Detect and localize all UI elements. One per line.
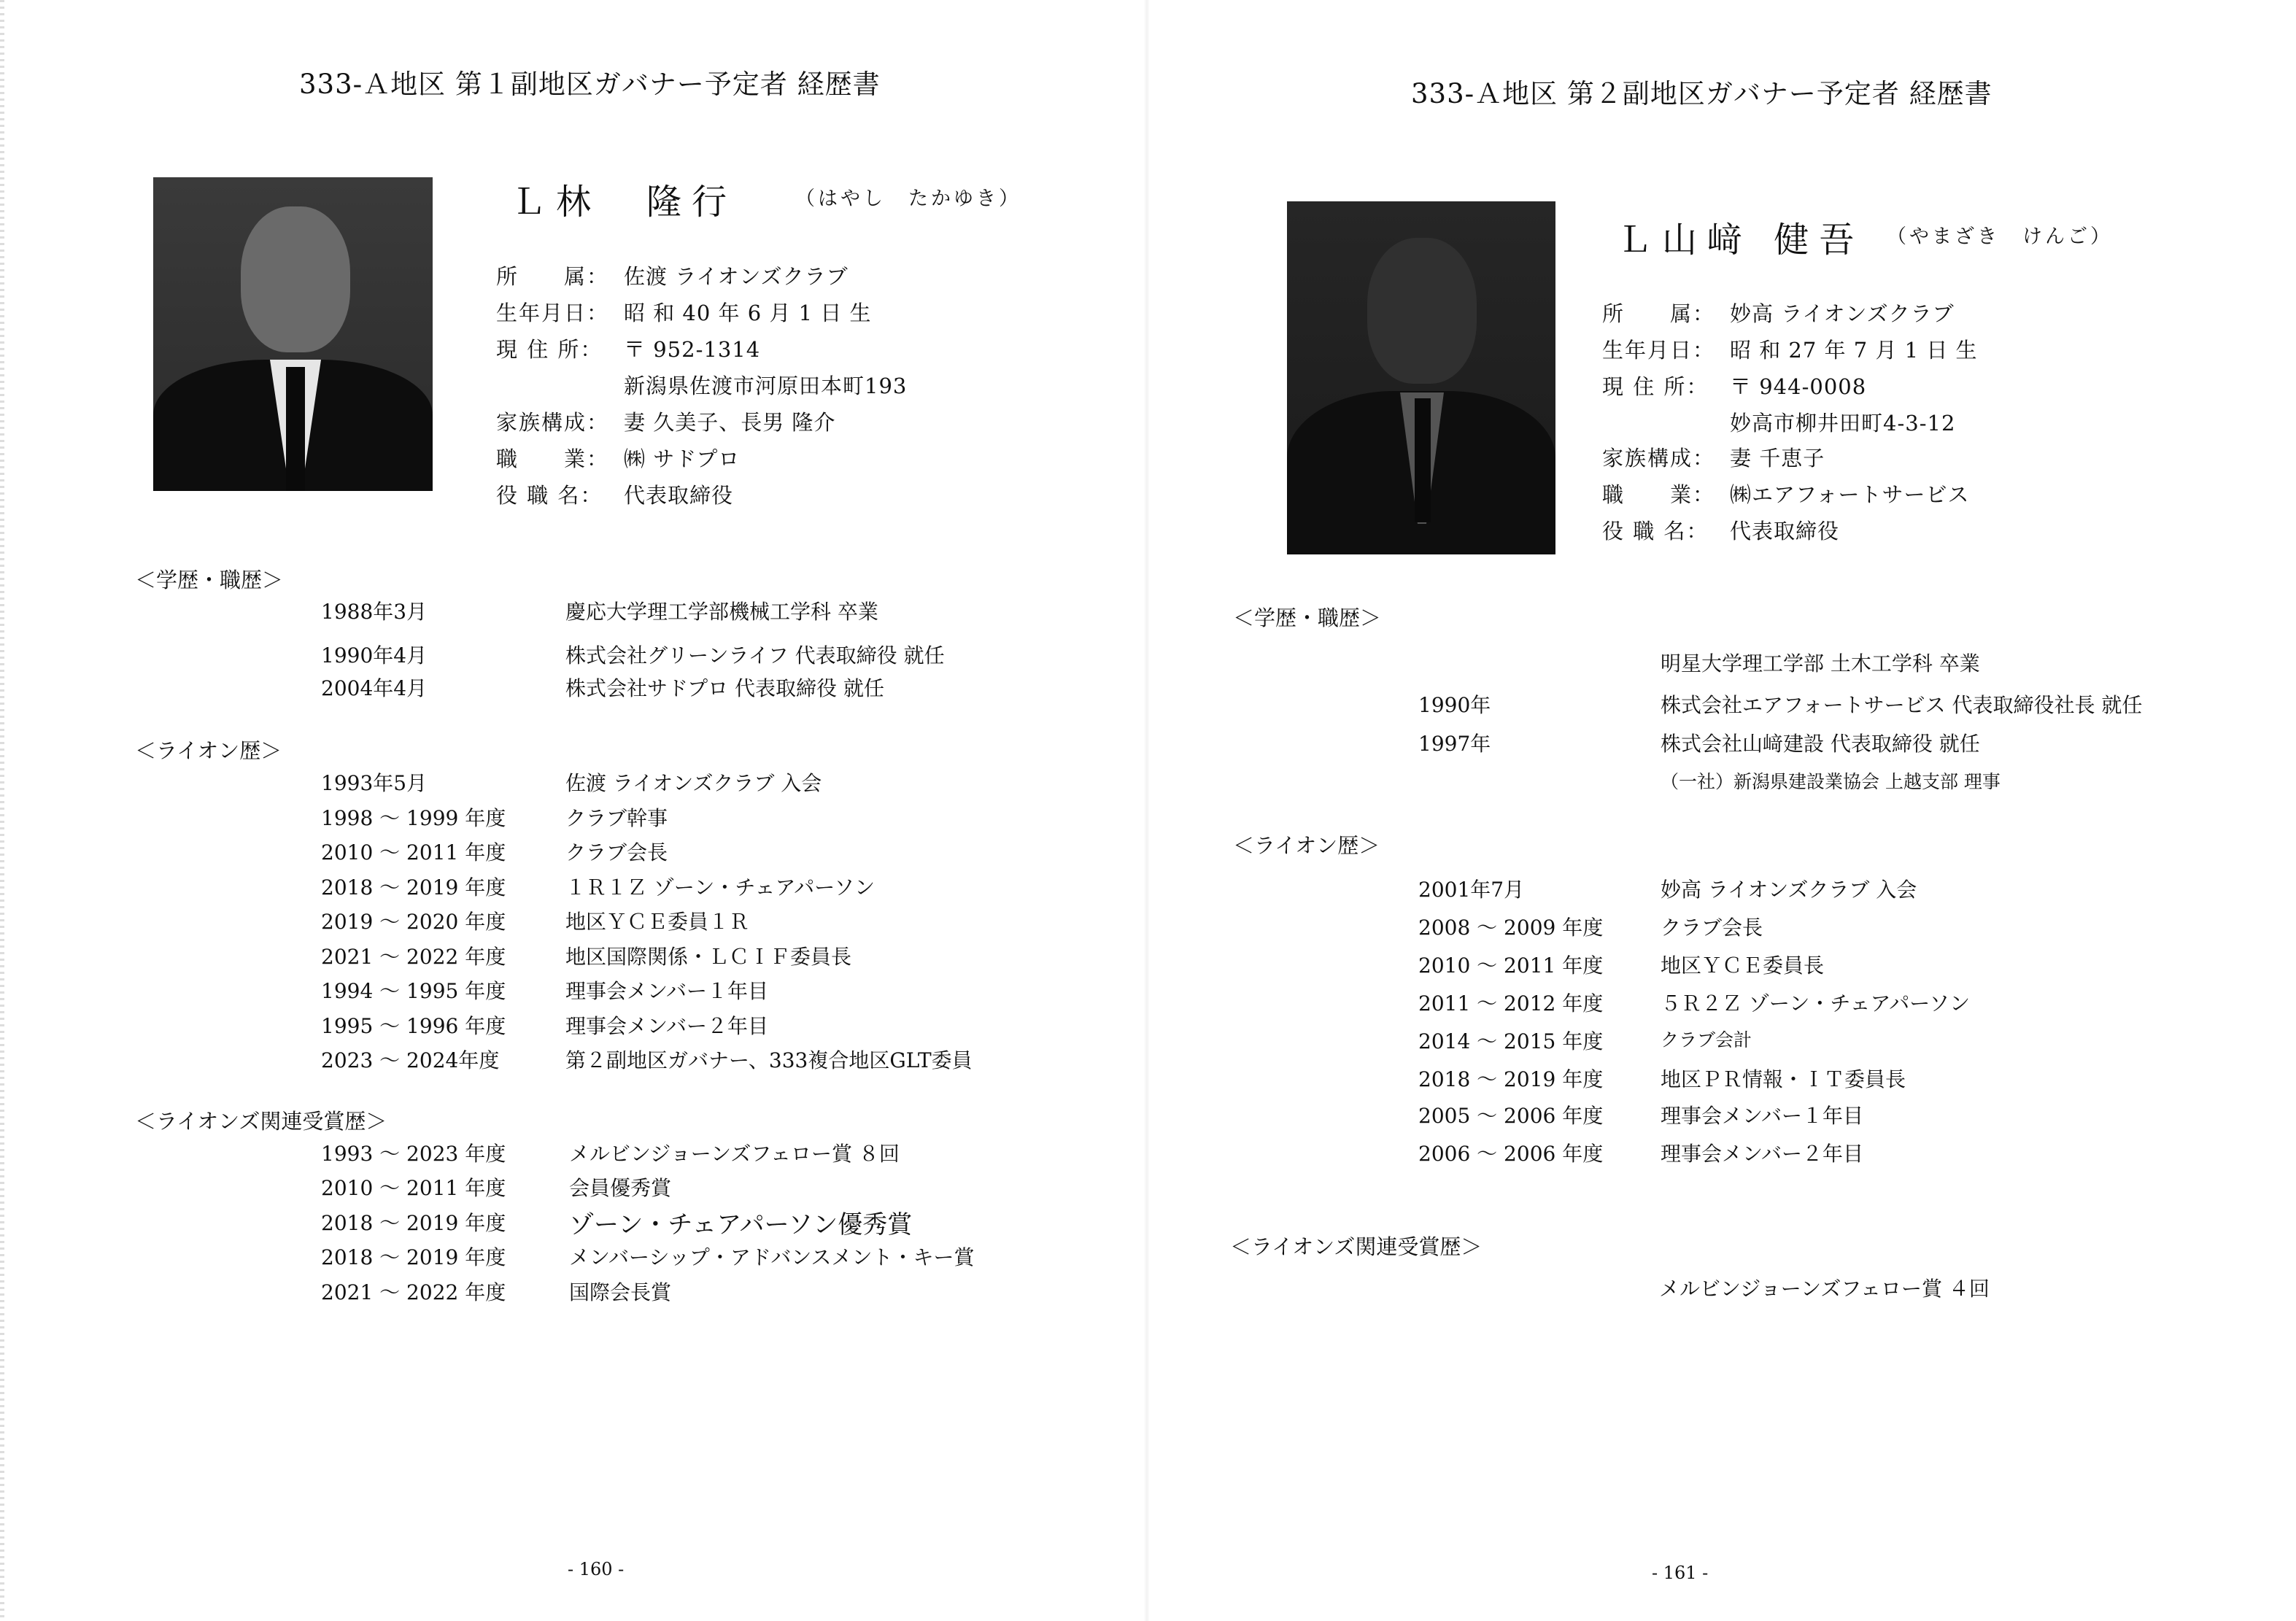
info-label: 家族構成：	[496, 410, 610, 435]
info-label: 現 住 所：	[496, 337, 603, 362]
history-text: 株式会社エアフォートサービス 代表取締役社長 就任	[1661, 693, 2143, 717]
history-text: 理事会メンバー２年目	[1661, 1142, 1864, 1166]
history-row	[1418, 1064, 1906, 1093]
history-date: 2008 ～ 2009 年度	[1418, 916, 1604, 940]
info-row	[1602, 407, 1955, 437]
history-row	[321, 1138, 900, 1167]
info-row	[496, 297, 872, 327]
info-label: 職 業：	[496, 446, 610, 471]
history-text: ５Ｒ２Ｚ ゾーン・チェアパーソン	[1661, 991, 1971, 1015]
history-date: 2018 ～ 2019 年度	[321, 1211, 506, 1235]
info-value: 新潟県佐渡市河原田本町193	[624, 374, 908, 398]
section-awards-header: ＜ライオンズ関連受賞歴＞	[135, 1109, 387, 1134]
info-row	[1602, 298, 1955, 328]
history-text: クラブ会計	[1661, 1029, 1752, 1051]
section-education-header: ＜学歴・職歴＞	[1233, 606, 1382, 630]
history-date: 2011 ～ 2012 年度	[1418, 991, 1604, 1015]
history-text: 慶応大学理工学部機械工学科 卒業	[565, 600, 878, 624]
info-value: 妻 久美子、長男 隆介	[624, 410, 836, 435]
info-value: ㈱ サドプロ	[624, 446, 741, 471]
history-date: 2023 ～ 2024年度	[321, 1048, 500, 1072]
history-row	[321, 767, 822, 797]
history-date: 2019 ～ 2020 年度	[321, 910, 506, 934]
page-right	[1148, 0, 2296, 1621]
page-title: 333-Ａ地区 第２副地区ガバナー予定者 経歴書	[1411, 78, 1992, 109]
history-text: （一社）新潟県建設業協会 上越支部 理事	[1661, 771, 2001, 792]
history-text: 国際会長賞	[569, 1280, 672, 1304]
history-text: 株式会社サドプロ 代表取締役 就任	[565, 676, 884, 700]
info-row	[496, 260, 849, 290]
portrait-photo	[153, 177, 433, 491]
history-date: 1993 ～ 2023 年度	[321, 1142, 506, 1166]
history-date: 1990年	[1418, 693, 1491, 717]
info-value: 〒 952-1314	[624, 337, 761, 362]
history-row	[1418, 1100, 1864, 1129]
history-text: 妙高 ライオンズクラブ 入会	[1661, 878, 1917, 902]
history-date: 2018 ～ 2019 年度	[321, 875, 506, 900]
history-text: 地区ＹＣＥ委員１Ｒ	[565, 910, 750, 934]
history-row	[321, 640, 945, 669]
info-label: 所 属：	[496, 264, 610, 289]
section-education-header: ＜学歴・職歴＞	[135, 568, 284, 592]
page-number: - 160 -	[568, 1559, 625, 1579]
page-title: 333-Ａ地区 第１副地区ガバナー予定者 経歴書	[299, 69, 881, 100]
history-text: クラブ幹事	[565, 806, 668, 830]
history-text: 地区ＰＲ情報・ＩＴ委員長	[1661, 1067, 1906, 1091]
info-label: 役 職 名：	[1602, 519, 1709, 543]
info-row	[496, 479, 733, 509]
info-value: 代表取締役	[624, 483, 734, 508]
info-label: 現 住 所：	[1602, 374, 1709, 399]
info-value: 妙高 ライオンズクラブ	[1730, 301, 1955, 326]
history-text: メンバーシップ・アドバンスメント・キー賞	[569, 1245, 975, 1269]
history-date: 2005 ～ 2006 年度	[1418, 1104, 1604, 1128]
history-text: 会員優秀賞	[569, 1176, 672, 1200]
history-row	[321, 1010, 769, 1040]
history-text: １Ｒ１Ｚ ゾーン・チェアパーソン	[565, 875, 876, 900]
history-date: 2018 ～ 2019 年度	[321, 1245, 506, 1269]
person-name: Ｌ山﨑 健吾	[1617, 220, 1865, 260]
history-text: 地区ＹＣＥ委員長	[1661, 953, 1825, 978]
history-row	[1418, 988, 1971, 1017]
info-value: 〒 944-0008	[1730, 374, 1867, 399]
info-row	[496, 406, 835, 436]
history-row	[321, 1207, 913, 1239]
history-date: 2021 ～ 2022 年度	[321, 945, 506, 969]
page-number: - 161 -	[1652, 1563, 1709, 1583]
info-label: 生年月日：	[1602, 338, 1716, 363]
person-name-kana: （はやし たかゆき）	[795, 187, 1021, 210]
history-date: 1994 ～ 1995 年度	[321, 979, 506, 1003]
history-row	[321, 596, 878, 625]
history-date: 2010 ～ 2011 年度	[321, 840, 506, 864]
history-date: 1995 ～ 1996 年度	[321, 1014, 506, 1038]
history-row	[321, 906, 750, 935]
history-text: クラブ会長	[1661, 916, 1763, 940]
history-date: 2006 ～ 2006 年度	[1418, 1142, 1604, 1166]
history-row	[321, 941, 852, 970]
info-row	[496, 333, 760, 363]
history-date: 2010 ～ 2011 年度	[321, 1176, 506, 1200]
history-date: 2001年7月	[1418, 878, 1525, 902]
person-name-kana: （やまざき けんご）	[1887, 225, 2113, 248]
info-value: ㈱エアフォートサービス	[1730, 482, 1970, 507]
section-lions-header: ＜ライオン歴＞	[1233, 833, 1380, 858]
info-row	[1602, 371, 1866, 401]
history-text: 第２副地区ガバナー、333複合地区GLT委員	[565, 1048, 973, 1072]
history-text: メルビンジョーンズフェロー賞 ８回	[569, 1142, 900, 1166]
info-label: 家族構成：	[1602, 446, 1716, 471]
history-text: 明星大学理工学部 土木工学科 卒業	[1661, 651, 1980, 676]
history-text: クラブ会長	[565, 840, 668, 864]
history-row	[321, 837, 668, 866]
history-row	[1418, 912, 1763, 941]
info-row	[496, 443, 740, 473]
history-date: 2010 ～ 2011 年度	[1418, 953, 1604, 978]
info-row	[1602, 334, 1978, 364]
history-date: 2004年4月	[321, 676, 428, 700]
history-text: メルビンジョーンズフェロー賞 ４回	[1659, 1277, 1990, 1301]
info-value: 妙高市柳井田町4-3-12	[1730, 411, 1956, 436]
history-date: 2014 ～ 2015 年度	[1418, 1029, 1604, 1053]
history-date: 1993年5月	[321, 771, 428, 795]
info-value: 佐渡 ライオンズクラブ	[624, 264, 849, 289]
history-row	[321, 802, 668, 832]
history-row	[321, 1172, 672, 1202]
history-date: 1990年4月	[321, 643, 428, 668]
history-date: 1998 ～ 1999 年度	[321, 806, 506, 830]
history-text: 株式会社グリーンライフ 代表取締役 就任	[565, 643, 945, 668]
history-text: 佐渡 ライオンズクラブ 入会	[565, 771, 822, 795]
info-label: 所 属：	[1602, 301, 1716, 326]
history-text: 株式会社山﨑建設 代表取締役 就任	[1661, 732, 1980, 756]
history-date: 2021 ～ 2022 年度	[321, 1280, 506, 1304]
history-date: 1997年	[1418, 732, 1491, 756]
info-row	[1602, 479, 1970, 508]
history-row	[1418, 950, 1825, 979]
portrait-photo	[1287, 201, 1555, 554]
history-row	[1418, 874, 1917, 903]
info-value: 昭 和 40 年 6 月 1 日 生	[624, 301, 872, 325]
history-date: 1988年3月	[321, 600, 428, 624]
history-text: ゾーン・チェアパーソン優秀賞	[569, 1210, 913, 1239]
info-row	[1602, 515, 1839, 545]
history-row	[1418, 1138, 1864, 1167]
info-row	[496, 370, 907, 400]
history-row	[321, 872, 876, 901]
history-row	[1418, 1026, 1752, 1055]
history-row	[321, 975, 769, 1005]
history-text: 地区国際関係・ＬＣＩＦ委員長	[565, 945, 852, 969]
info-row	[1602, 442, 1825, 472]
history-row	[321, 673, 884, 702]
history-row	[321, 1277, 672, 1306]
info-label: 職 業：	[1602, 482, 1716, 507]
history-row	[1418, 728, 1980, 757]
info-label: 生年月日：	[496, 301, 610, 325]
history-row	[321, 1242, 975, 1271]
history-text: 理事会メンバー２年目	[565, 1014, 769, 1038]
info-label: 役 職 名：	[496, 483, 603, 508]
person-name: Ｌ林 隆行	[511, 182, 738, 223]
info-value: 昭 和 27 年 7 月 1 日 生	[1730, 338, 1978, 363]
history-text: 理事会メンバー１年目	[565, 979, 769, 1003]
section-awards-header: ＜ライオンズ関連受賞歴＞	[1230, 1234, 1483, 1259]
info-value: 代表取締役	[1730, 519, 1840, 543]
info-value: 妻 千恵子	[1730, 446, 1825, 471]
history-row	[321, 1045, 973, 1074]
history-text: 理事会メンバー１年目	[1661, 1104, 1864, 1128]
history-date: 2018 ～ 2019 年度	[1418, 1067, 1604, 1091]
section-lions-header: ＜ライオン歴＞	[135, 738, 282, 763]
history-row	[1418, 689, 2143, 719]
